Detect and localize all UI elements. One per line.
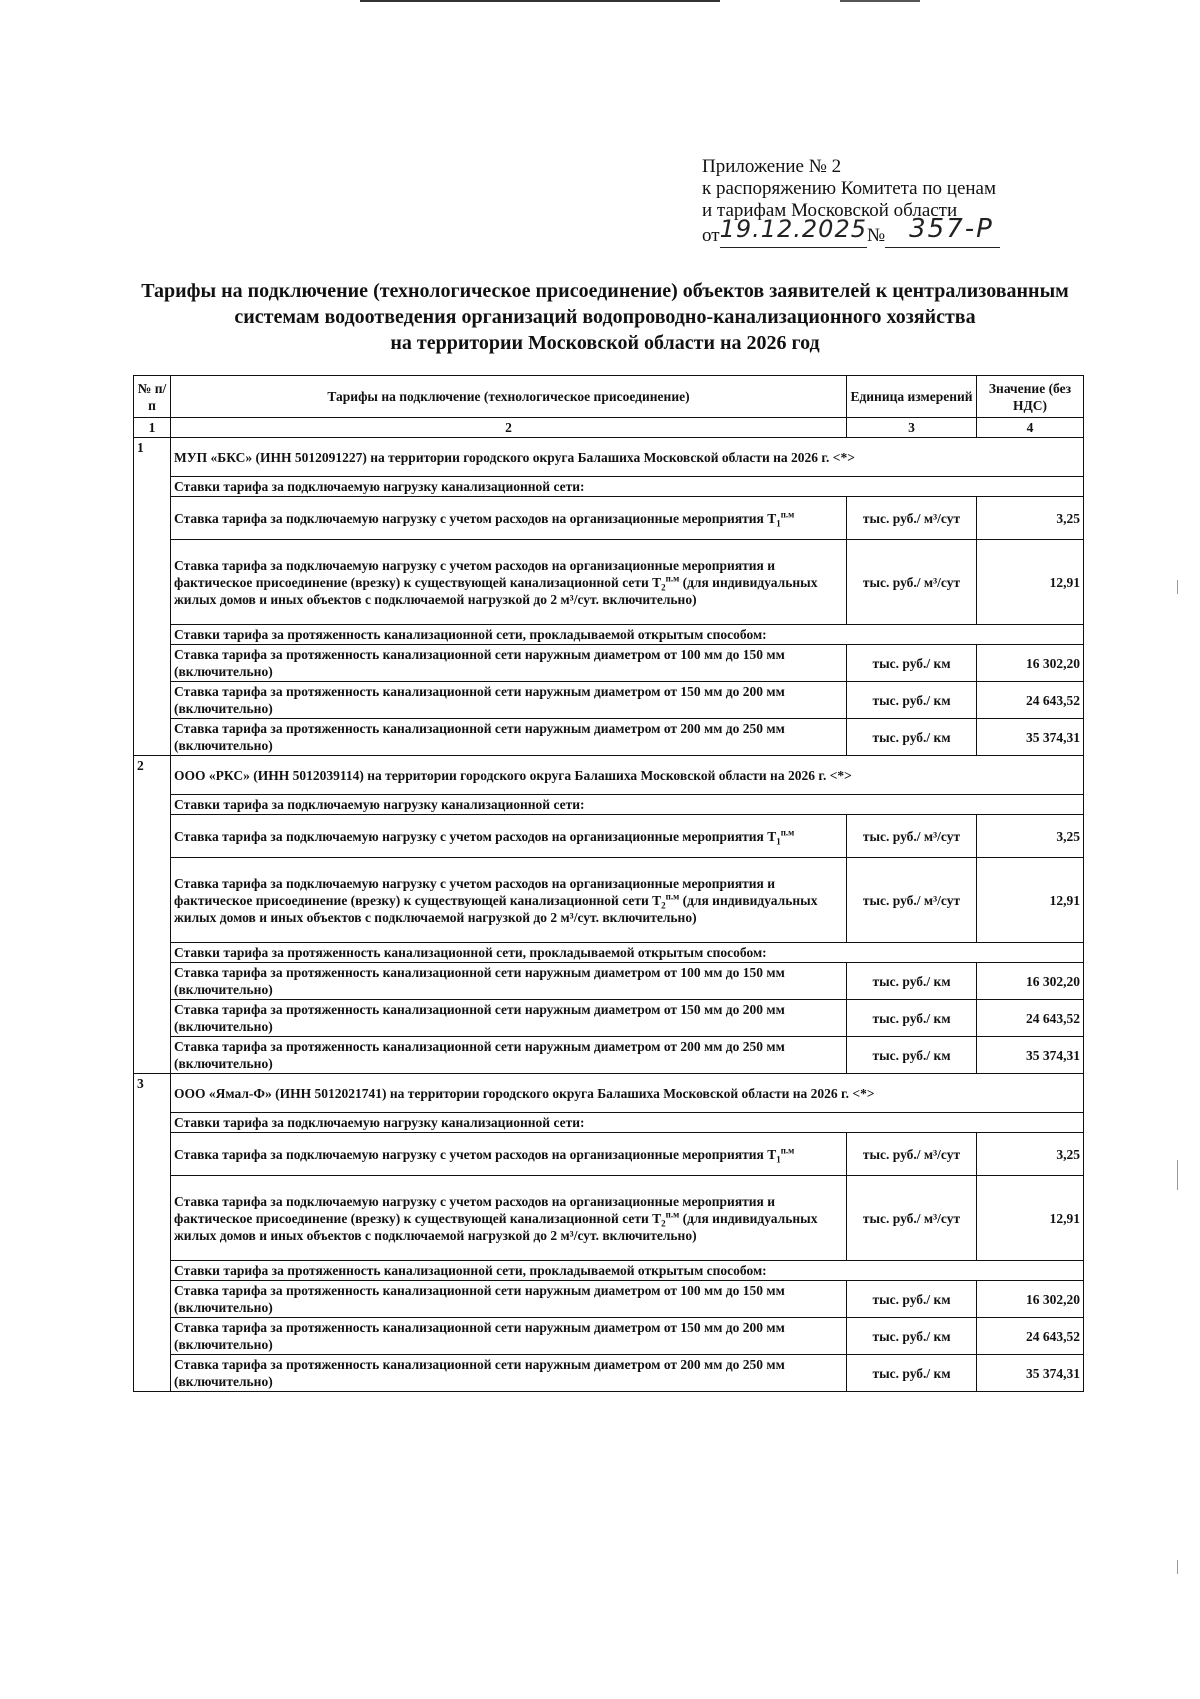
table-row	[134, 682, 1084, 719]
rate-description	[171, 815, 847, 858]
table-row	[134, 719, 1084, 756]
handwritten-date: 19.12.2025	[719, 215, 867, 243]
rate-description: Ставка тарифа за протяженность канализационной сети наружным диаметром от 100 мм до 150 мм (включительно)	[171, 1281, 847, 1318]
section-title: Ставки тарифа за протяженность канализационной сети, прокладываемой открытым способом:	[171, 943, 1084, 963]
section-row	[134, 477, 1084, 497]
org-row	[134, 1074, 1084, 1113]
org-row	[134, 438, 1084, 477]
rate-value: 16 302,20	[977, 1281, 1084, 1318]
title-line: Тарифы на подключение (технологическое присоединение) объектов заявителей к централизованным	[141, 280, 1069, 302]
rate-value: 3,25	[977, 815, 1084, 858]
rate-value: 35 374,31	[977, 1037, 1084, 1074]
row-number: 3	[134, 1074, 171, 1392]
rate-text: (для индивидуальных жилых домов и иных объектов с подключаемой нагрузкой до 2 м³/сут. включительно)	[174, 892, 818, 925]
section-row	[134, 795, 1084, 815]
table-header-row	[134, 376, 1084, 418]
header-name: Тарифы на подключение (технологическое присоединение)	[171, 376, 847, 418]
organization-name: МУП «БКС» (ИНН 5012091227) на территории городского округа Балашиха Московской области на 2026 г. <*>	[171, 438, 1084, 477]
rate-subscript: 2	[661, 1218, 666, 1229]
rate-unit: тыс. руб./ м³/сут	[847, 1176, 977, 1261]
handwritten-number: 357-Р	[909, 214, 994, 244]
rate-unit: тыс. руб./ км	[847, 1318, 977, 1355]
section-row	[134, 625, 1084, 645]
section-row	[134, 943, 1084, 963]
rate-value: 35 374,31	[977, 1355, 1084, 1392]
org-row	[134, 756, 1084, 795]
rate-superscript: п.м	[780, 1145, 795, 1155]
table-row	[134, 1176, 1084, 1261]
appendix-title: Приложение № 2	[702, 156, 842, 177]
rate-description	[171, 1176, 847, 1261]
rate-text: Ставка тарифа за подключаемую нагрузку с учетом расходов на организационные мероприятия T	[174, 1146, 777, 1162]
rate-value: 24 643,52	[977, 1318, 1084, 1355]
section-row	[134, 1113, 1084, 1133]
table-row	[134, 815, 1084, 858]
rate-description	[171, 1133, 847, 1176]
rate-text: Ставка тарифа за подключаемую нагрузку с учетом расходов на организационные мероприятия T	[174, 828, 777, 844]
index-cell: 1	[134, 418, 171, 438]
rate-description: Ставка тарифа за протяженность канализационной сети наружным диаметром от 150 мм до 200 мм (включительно)	[171, 1000, 847, 1037]
rate-unit: тыс. руб./ км	[847, 1000, 977, 1037]
rate-value: 35 374,31	[977, 719, 1084, 756]
rate-superscript: п.м	[780, 827, 795, 837]
rate-value: 24 643,52	[977, 682, 1084, 719]
row-number: 2	[134, 756, 171, 1074]
rate-value: 24 643,52	[977, 1000, 1084, 1037]
rate-subscript: 2	[661, 900, 666, 911]
rate-text: (для индивидуальных жилых домов и иных объектов с подключаемой нагрузкой до 2 м³/сут. включительно)	[174, 574, 818, 607]
table-row	[134, 497, 1084, 540]
section-title: Ставки тарифа за подключаемую нагрузку канализационной сети:	[171, 1113, 1084, 1133]
rate-value: 12,91	[977, 540, 1084, 625]
table-row	[134, 858, 1084, 943]
rate-text: Ставка тарифа за подключаемую нагрузку с учетом расходов на организационные мероприятия и фактическое присоединение (врезку) к существующей канализационной сети T	[174, 1193, 775, 1226]
appendix-line: и тарифам Московской области	[702, 200, 958, 221]
row-number: 1	[134, 438, 171, 756]
rate-unit: тыс. руб./ м³/сут	[847, 497, 977, 540]
scan-speck	[1177, 1160, 1178, 1190]
index-cell: 2	[171, 418, 847, 438]
rate-subscript: 1	[776, 836, 781, 847]
rate-unit: тыс. руб./ км	[847, 1355, 977, 1392]
index-cell: 4	[977, 418, 1084, 438]
organization-name: ООО «РКС» (ИНН 5012039114) на территории городского округа Балашиха Московской области на 2026 г. <*>	[171, 756, 1084, 795]
rate-description: Ставка тарифа за протяженность канализационной сети наружным диаметром от 150 мм до 200 мм (включительно)	[171, 682, 847, 719]
rate-description	[171, 540, 847, 625]
scan-speck	[1177, 580, 1178, 594]
table-row	[134, 1318, 1084, 1355]
table-row	[134, 963, 1084, 1000]
rate-value: 16 302,20	[977, 645, 1084, 682]
table-row	[134, 1037, 1084, 1074]
rate-unit: тыс. руб./ м³/сут	[847, 858, 977, 943]
rate-unit: тыс. руб./ км	[847, 1281, 977, 1318]
rate-text: Ставка тарифа за подключаемую нагрузку с учетом расходов на организационные мероприятия и фактическое присоединение (врезку) к существующей канализационной сети T	[174, 557, 775, 590]
rate-unit: тыс. руб./ м³/сут	[847, 815, 977, 858]
header-num: № п/п	[134, 376, 171, 418]
rate-superscript: п.м	[665, 573, 680, 583]
rate-superscript: п.м	[665, 891, 680, 901]
number-prefix: №	[866, 225, 886, 246]
rate-superscript: п.м	[780, 509, 795, 519]
document-title	[130, 278, 1080, 356]
appendix-header	[702, 156, 1000, 248]
rate-unit: тыс. руб./ км	[847, 1037, 977, 1074]
rate-subscript: 2	[661, 582, 666, 593]
rate-unit: тыс. руб./ км	[847, 963, 977, 1000]
table-row	[134, 645, 1084, 682]
index-cell: 3	[847, 418, 977, 438]
section-title: Ставки тарифа за подключаемую нагрузку канализационной сети:	[171, 795, 1084, 815]
rate-superscript: п.м	[665, 1209, 680, 1219]
rate-subscript: 1	[776, 1154, 781, 1165]
rate-value: 3,25	[977, 1133, 1084, 1176]
rate-text: Ставка тарифа за подключаемую нагрузку с учетом расходов на организационные мероприятия T	[174, 510, 777, 526]
section-title: Ставки тарифа за протяженность канализационной сети, прокладываемой открытым способом:	[171, 1261, 1084, 1281]
appendix-line: к распоряжению Комитета по ценам	[702, 178, 996, 199]
rate-text: (для индивидуальных жилых домов и иных объектов с подключаемой нагрузкой до 2 м³/сут. включительно)	[174, 1210, 818, 1243]
section-title: Ставки тарифа за протяженность канализационной сети, прокладываемой открытым способом:	[171, 625, 1084, 645]
section-title: Ставки тарифа за подключаемую нагрузку канализационной сети:	[171, 477, 1084, 497]
rate-description: Ставка тарифа за протяженность канализационной сети наружным диаметром от 200 мм до 250 мм (включительно)	[171, 719, 847, 756]
rate-description	[171, 497, 847, 540]
table-row	[134, 540, 1084, 625]
rate-text: Ставка тарифа за подключаемую нагрузку с учетом расходов на организационные мероприятия и фактическое присоединение (врезку) к существующей канализационной сети T	[174, 875, 775, 908]
table-index-row	[134, 418, 1084, 438]
rate-unit: тыс. руб./ км	[847, 645, 977, 682]
table-row	[134, 1000, 1084, 1037]
table-row	[134, 1355, 1084, 1392]
header-unit: Единица измерений	[847, 376, 977, 418]
rate-description: Ставка тарифа за протяженность канализационной сети наружным диаметром от 100 мм до 150 мм (включительно)	[171, 963, 847, 1000]
rate-description: Ставка тарифа за протяженность канализационной сети наружным диаметром от 100 мм до 150 мм (включительно)	[171, 645, 847, 682]
section-row	[134, 1261, 1084, 1281]
rate-description: Ставка тарифа за протяженность канализационной сети наружным диаметром от 150 мм до 200 мм (включительно)	[171, 1318, 847, 1355]
title-line: системам водоотведения организаций водопроводно-канализационного хозяйства	[234, 306, 976, 328]
title-line: на территории Московской области на 2026 год	[390, 332, 820, 354]
header-value: Значение (без НДС)	[977, 376, 1084, 418]
table-row	[134, 1281, 1084, 1318]
rate-value: 12,91	[977, 858, 1084, 943]
scan-speck	[1177, 1560, 1178, 1574]
tariff-table	[133, 375, 1084, 1392]
rate-value: 3,25	[977, 497, 1084, 540]
scan-top-edge-mark	[840, 0, 920, 2]
appendix-date-number	[702, 214, 1000, 248]
table-row	[134, 1133, 1084, 1176]
scan-top-edge-mark	[360, 0, 720, 2]
rate-description: Ставка тарифа за протяженность канализационной сети наружным диаметром от 200 мм до 250 мм (включительно)	[171, 1037, 847, 1074]
rate-description: Ставка тарифа за протяженность канализационной сети наружным диаметром от 200 мм до 250 мм (включительно)	[171, 1355, 847, 1392]
rate-subscript: 1	[776, 518, 781, 529]
rate-description	[171, 858, 847, 943]
organization-name: ООО «Ямал-Ф» (ИНН 5012021741) на территории городского округа Балашиха Московской области на 2026 г. <*>	[171, 1074, 1084, 1113]
rate-unit: тыс. руб./ км	[847, 682, 977, 719]
date-prefix: от	[702, 225, 720, 246]
rate-unit: тыс. руб./ м³/сут	[847, 1133, 977, 1176]
rate-value: 16 302,20	[977, 963, 1084, 1000]
rate-value: 12,91	[977, 1176, 1084, 1261]
rate-unit: тыс. руб./ км	[847, 719, 977, 756]
rate-unit: тыс. руб./ м³/сут	[847, 540, 977, 625]
